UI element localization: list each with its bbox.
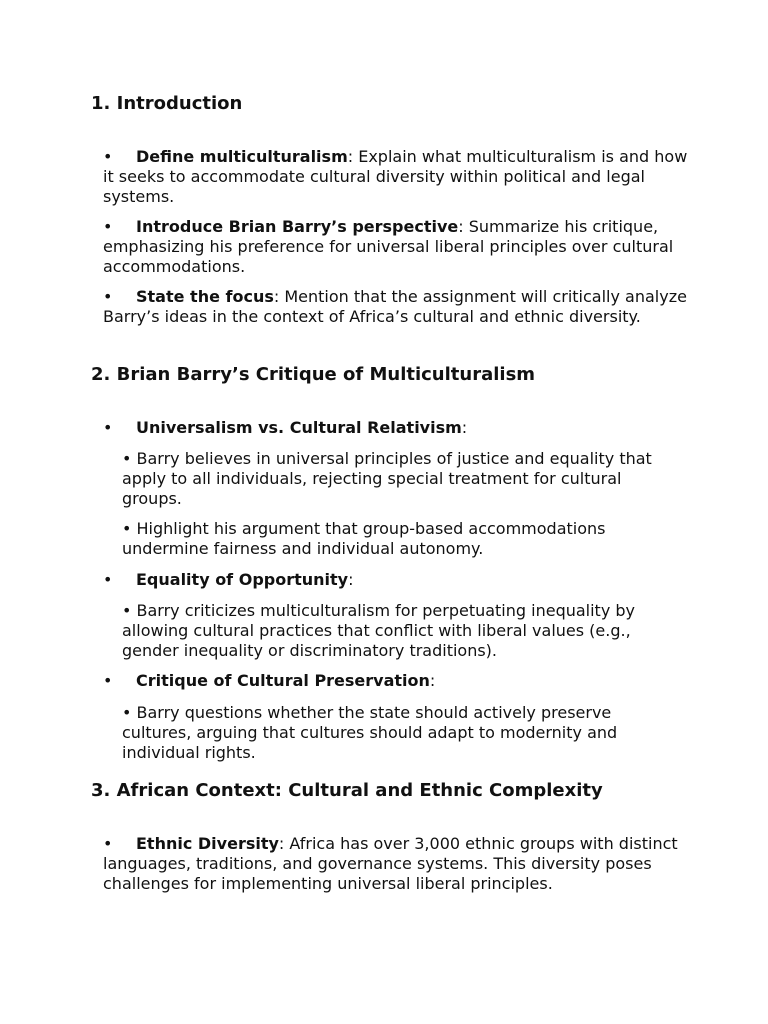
bullet-term: Equality of Opportunity [136, 570, 349, 589]
bullet-text: : [348, 570, 354, 589]
bullet-text: : [461, 418, 468, 437]
bullet-item [103, 671, 693, 691]
bullet-term: Ethnic Diversity [136, 834, 279, 853]
section-heading-introduction: 1. Introduction [91, 93, 243, 114]
bullet-mark: • [103, 671, 113, 690]
bullet-item [103, 287, 693, 327]
bullet-item [103, 217, 693, 277]
bullet-text: : Africa has over 3,000 ethnic groups with distinct languages, traditions, and governance systems. This diversity poses challenges for implementing universal liberal principles. [103, 834, 678, 893]
bullet-mark: • [103, 217, 113, 236]
bullet-text: : [429, 671, 436, 690]
bullet-mark: • [103, 147, 113, 166]
bullet-text: : Summarize his critique, emphasizing his preference for universal liberal principles over cultural accommodations. [103, 217, 674, 276]
bullet-term: State the focus [136, 287, 274, 306]
sub-bullet-item: • Highlight his argument that group-based accommodations undermine fairness and individual autonomy. [122, 519, 606, 558]
bullet-mark: • [103, 834, 113, 853]
section-heading-african-context: 3. African Context: Cultural and Ethnic Complexity [91, 780, 603, 801]
bullet-item [103, 834, 693, 894]
bullet-item [103, 418, 693, 438]
bullet-mark: • [103, 418, 113, 437]
bullet-mark: • [103, 570, 113, 589]
bullet-item [103, 570, 693, 590]
section-heading-barry-critique: 2. Brian Barry’s Critique of Multiculturalism [91, 364, 536, 385]
sub-bullet-item: • Barry questions whether the state should actively preserve cultures, arguing that cultures should adapt to modernity and individual rights. [122, 703, 618, 762]
bullet-term: Universalism vs. Cultural Relativism [136, 418, 462, 437]
bullet-item [103, 147, 693, 207]
bullet-text: : Explain what multiculturalism is and how it seeks to accommodate cultural diversity within political and legal systems. [103, 147, 688, 206]
bullet-term: Critique of Cultural Preservation [136, 671, 430, 690]
bullet-term: Introduce Brian Barry’s perspective [136, 217, 459, 236]
sub-bullet-item: • Barry criticizes multiculturalism for perpetuating inequality by allowing cultural practices that conflict with liberal values (e.g., gender inequality or discriminatory traditions). [122, 601, 636, 660]
sub-bullet-item: • Barry believes in universal principles of justice and equality that apply to all individuals, rejecting special treatment for cultural groups. [122, 449, 652, 508]
bullet-term: Define multiculturalism [136, 147, 348, 166]
bullet-mark: • [103, 287, 113, 306]
bullet-text: : Mention that the assignment will critically analyze Barry’s ideas in the context of Africa’s cultural and ethnic diversity. [103, 287, 687, 326]
